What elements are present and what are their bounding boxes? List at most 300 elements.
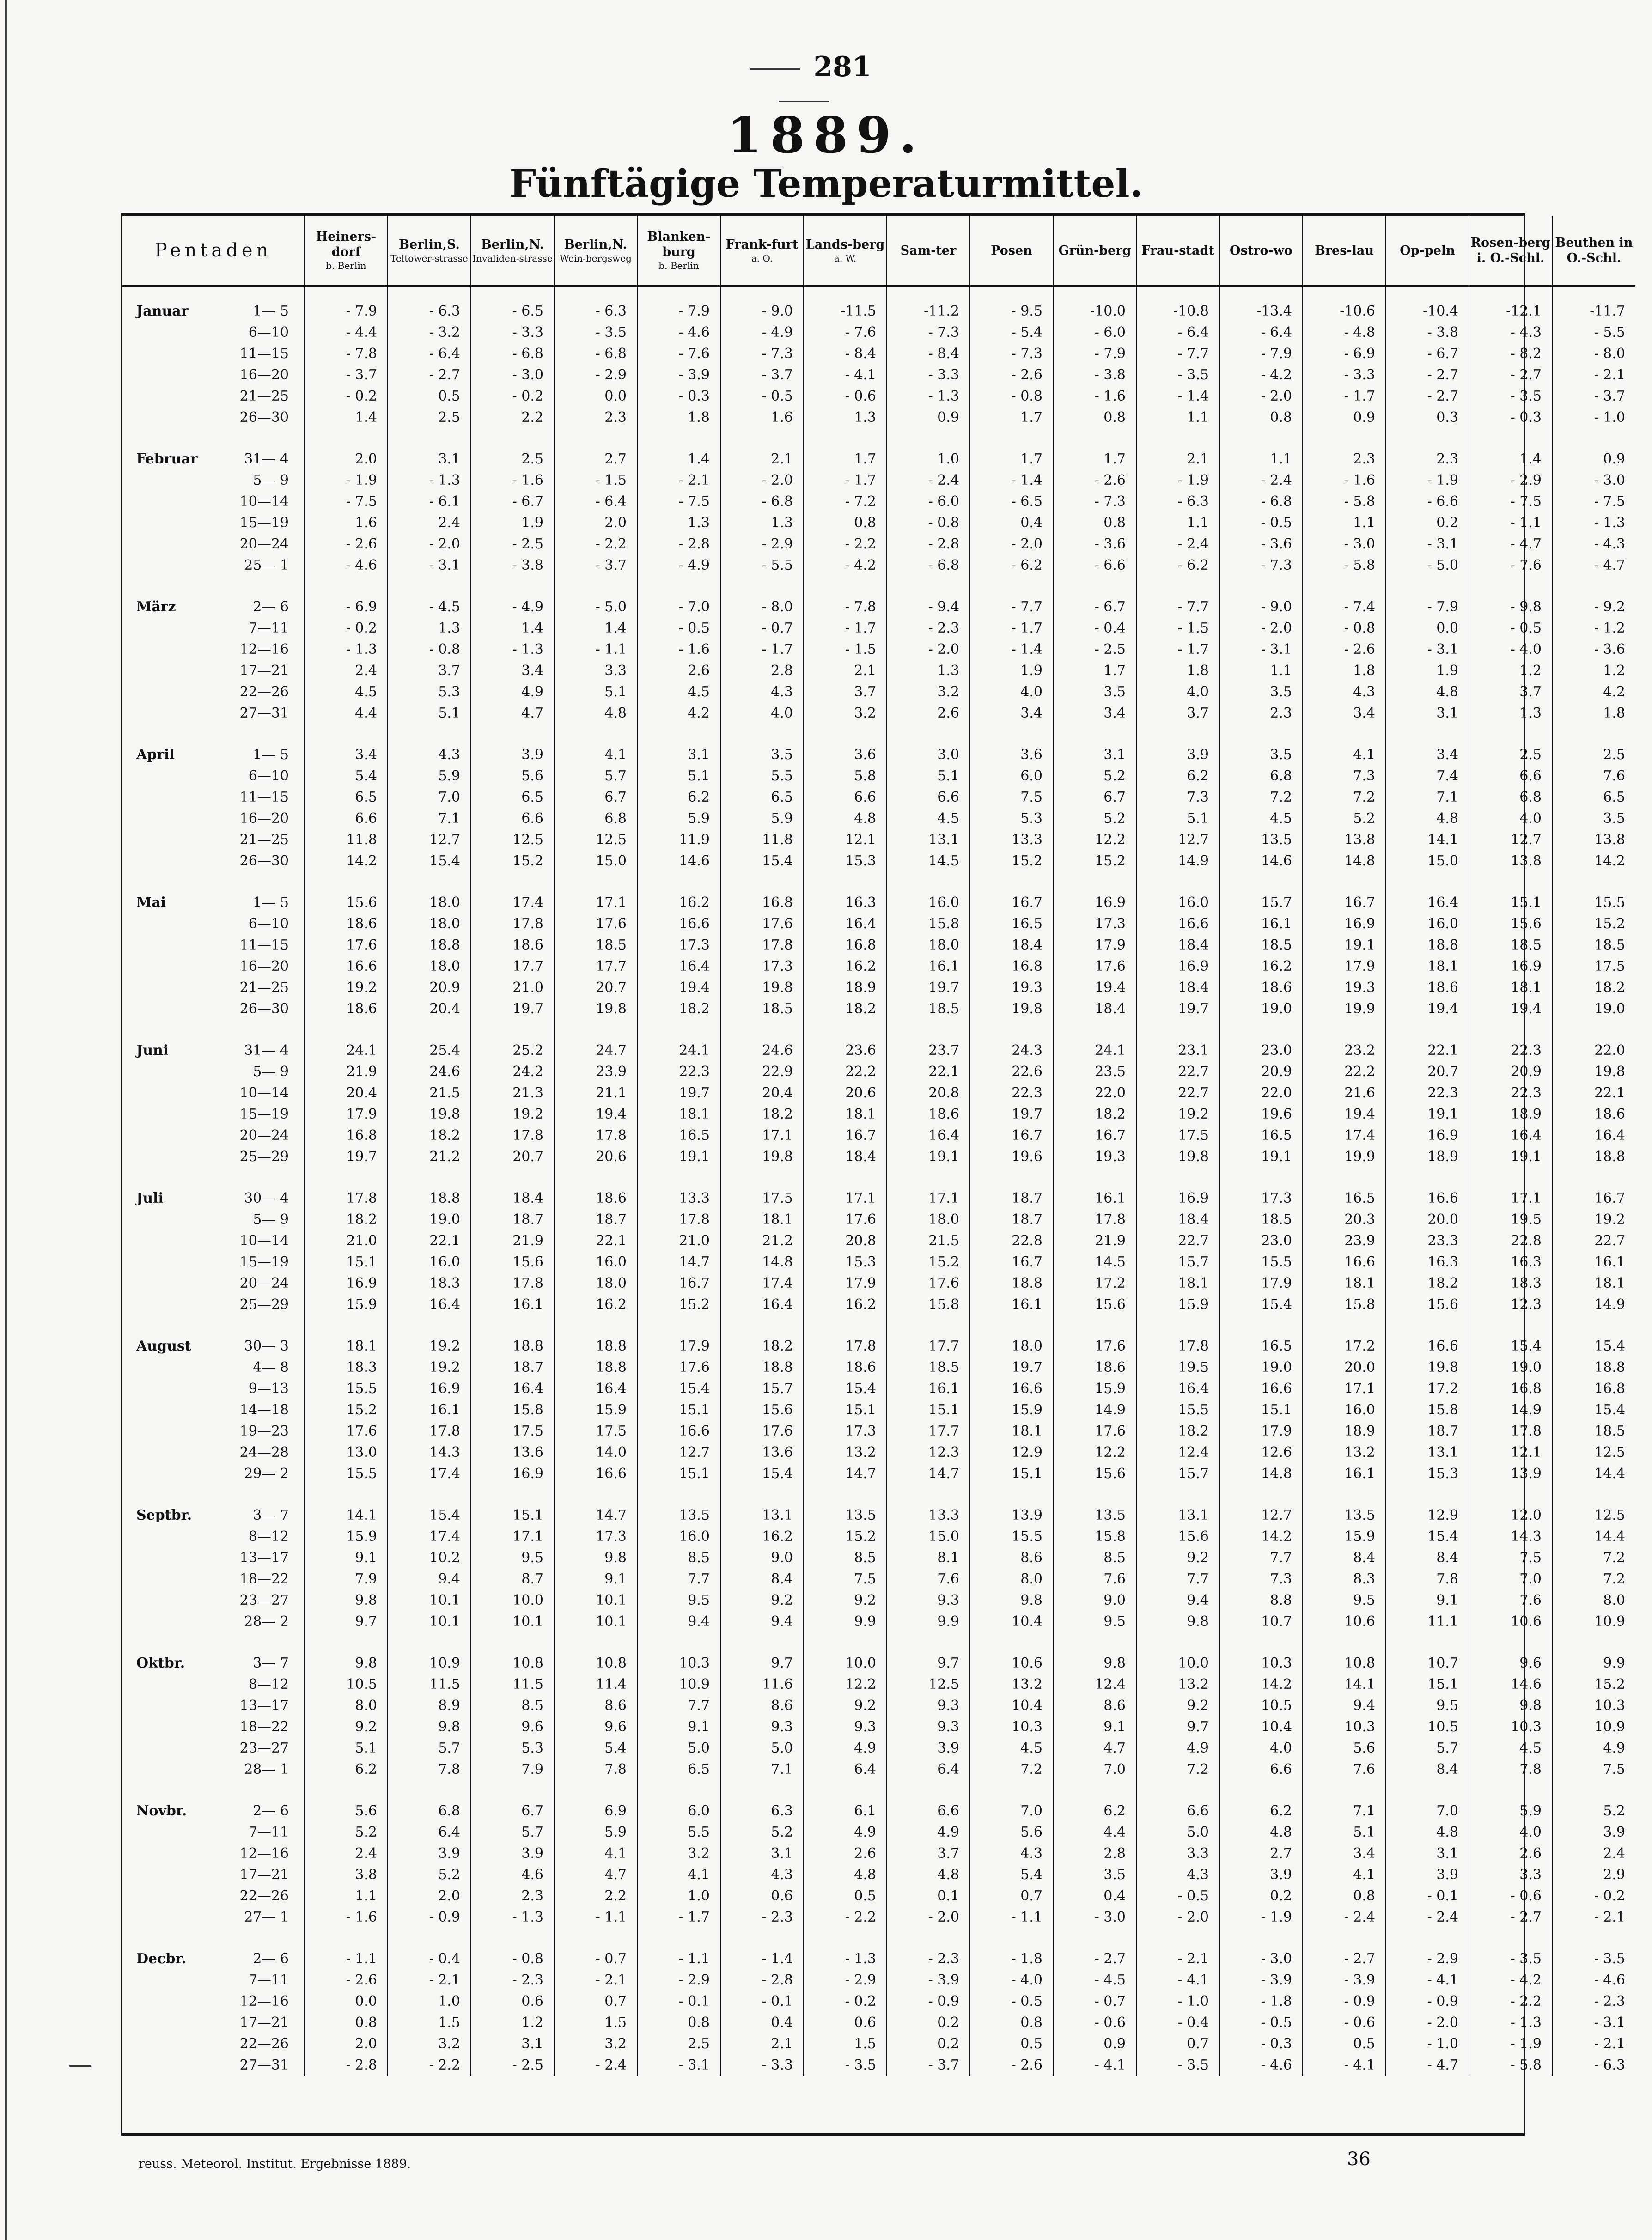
temperature-cell: 19.8 — [1136, 1146, 1219, 1168]
temperature-cell: 1.1 — [305, 1886, 388, 1907]
temperature-cell: - 7.0 — [637, 597, 720, 618]
temperature-cell: 3.9 — [1386, 1864, 1469, 1886]
temperature-cell: 15.1 — [970, 1463, 1053, 1485]
spacer-cell — [471, 724, 554, 744]
temperature-cell: - 5.8 — [1469, 2055, 1552, 2076]
temperature-cell: 9.3 — [720, 1717, 804, 1738]
temperature-cell: - 3.1 — [637, 2055, 720, 2076]
temperature-cell: 18.2 — [637, 998, 720, 1020]
temperature-cell: 17.4 — [1303, 1125, 1386, 1146]
temperature-cell: 2.8 — [1053, 1843, 1136, 1864]
temperature-cell: 18.3 — [305, 1357, 388, 1378]
temperature-cell: 23.2 — [1303, 1040, 1386, 1061]
temperature-cell: 16.1 — [1303, 1463, 1386, 1485]
temperature-cell: 20.6 — [804, 1083, 887, 1104]
temperature-cell: - 2.2 — [1469, 1991, 1552, 2012]
temperature-cell: 2.0 — [554, 512, 637, 534]
spacer-cell — [1219, 1485, 1303, 1505]
temperature-cell: 17.9 — [804, 1273, 887, 1294]
temperature-cell: 16.5 — [637, 1125, 720, 1146]
temperature-cell: - 5.5 — [1552, 322, 1635, 343]
spacer-cell — [1219, 1780, 1303, 1801]
temperature-cell: 10.2 — [388, 1547, 471, 1569]
pentade-range: 8—12 — [248, 1676, 289, 1692]
temperature-cell: 1.4 — [637, 449, 720, 470]
temperature-cell: - 4.9 — [637, 555, 720, 576]
pentade-range: 26—30 — [239, 409, 289, 426]
temperature-cell: 8.4 — [1303, 1547, 1386, 1569]
spacer-cell — [637, 872, 720, 892]
temperature-cell: - 0.1 — [1386, 1886, 1469, 1907]
temperature-cell: 20.8 — [804, 1230, 887, 1252]
temperature-cell: 6.9 — [554, 1801, 637, 1822]
temperature-cell: 4.1 — [637, 1864, 720, 1886]
temperature-cell: 18.7 — [1386, 1421, 1469, 1442]
temperature-cell: 6.5 — [720, 787, 804, 808]
temperature-cell: 18.2 — [804, 998, 887, 1020]
temperature-cell: 9.1 — [305, 1547, 388, 1569]
pentade-range: 18—22 — [239, 1719, 289, 1735]
pentade-cell — [122, 365, 305, 386]
temperature-cell: 16.9 — [1053, 892, 1136, 913]
temperature-cell: 16.7 — [970, 892, 1053, 913]
pentade-range: 25— 1 — [244, 557, 289, 573]
spacer-cell — [305, 576, 388, 597]
temperature-cell: 4.0 — [720, 703, 804, 724]
temperature-cell: 3.7 — [887, 1843, 970, 1864]
temperature-cell: 15.4 — [637, 1378, 720, 1400]
station-name: Blanken-burg — [647, 230, 711, 259]
temperature-cell: 8.0 — [1552, 1590, 1635, 1611]
temperature-cell: 17.9 — [305, 1104, 388, 1125]
temperature-cell: 15.3 — [804, 1252, 887, 1273]
temperature-cell: 12.2 — [804, 1674, 887, 1695]
temperature-cell: 8.9 — [388, 1695, 471, 1717]
temperature-cell: 10.4 — [970, 1611, 1053, 1632]
temperature-cell: - 4.3 — [1552, 534, 1635, 555]
temperature-cell: 9.7 — [1136, 1717, 1219, 1738]
temperature-cell: 13.5 — [1219, 829, 1303, 851]
spacer-cell — [388, 872, 471, 892]
temperature-cell: 8.5 — [1053, 1547, 1136, 1569]
temperature-cell: 0.5 — [388, 386, 471, 407]
temperature-cell: 18.8 — [970, 1273, 1053, 1294]
temperature-cell: - 9.2 — [1552, 597, 1635, 618]
spacer-cell — [1136, 724, 1219, 744]
temperature-cell: 12.7 — [1219, 1505, 1303, 1526]
spacer-cell — [471, 1780, 554, 1801]
temperature-cell: 24.7 — [554, 1040, 637, 1061]
temperature-cell: 4.7 — [1053, 1738, 1136, 1759]
temperature-cell: 2.3 — [1219, 703, 1303, 724]
temperature-cell: - 0.8 — [471, 1948, 554, 1970]
station-name: Grün-berg — [1058, 243, 1131, 258]
temperature-cell: 5.0 — [1136, 1822, 1219, 1843]
temperature-cell: 7.7 — [637, 1695, 720, 1717]
spacer-cell — [1469, 286, 1552, 301]
temperature-cell: 15.2 — [1552, 913, 1635, 935]
pentade-range: 22—26 — [239, 1888, 289, 1904]
temperature-cell: 14.1 — [1303, 1674, 1386, 1695]
temperature-cell: - 2.4 — [1136, 534, 1219, 555]
temperature-cell: 1.4 — [554, 618, 637, 639]
temperature-cell: 21.9 — [1053, 1230, 1136, 1252]
temperature-cell: 15.2 — [970, 851, 1053, 872]
pentade-cell — [122, 555, 305, 576]
temperature-cell: 3.2 — [637, 1843, 720, 1864]
pentade-range: 17—21 — [239, 1867, 289, 1883]
spacer-row — [122, 872, 1635, 892]
temperature-cell: 6.3 — [720, 1801, 804, 1822]
temperature-cell: 18.8 — [1386, 935, 1469, 956]
temperature-cell: 0.5 — [970, 2033, 1053, 2055]
temperature-cell: 22.3 — [1469, 1040, 1552, 1061]
temperature-cell: 23.1 — [1136, 1040, 1219, 1061]
temperature-cell: 5.1 — [1136, 808, 1219, 829]
temperature-cell: 16.4 — [554, 1378, 637, 1400]
temperature-cell: 17.9 — [1219, 1421, 1303, 1442]
temperature-cell: 13.8 — [1552, 829, 1635, 851]
temperature-cell: - 1.3 — [887, 386, 970, 407]
station-header — [720, 216, 804, 286]
temperature-cell: 1.3 — [720, 512, 804, 534]
pentade-range: 21—25 — [239, 980, 289, 996]
temperature-cell: 18.8 — [471, 1336, 554, 1357]
temperature-cell: 17.8 — [554, 1125, 637, 1146]
temperature-cell: 7.3 — [1136, 787, 1219, 808]
pentade-range: 27—31 — [239, 705, 289, 721]
pentade-range: 20—24 — [239, 536, 289, 552]
table-row — [122, 1188, 1635, 1209]
temperature-cell: 0.8 — [970, 2012, 1053, 2033]
table-row — [122, 892, 1635, 913]
temperature-cell: 16.0 — [637, 1526, 720, 1547]
temperature-cell: 2.5 — [388, 407, 471, 428]
station-header — [804, 216, 887, 286]
temperature-cell: - 0.1 — [637, 1991, 720, 2012]
temperature-cell: 3.5 — [1053, 1864, 1136, 1886]
temperature-cell: - 0.4 — [1136, 2012, 1219, 2033]
temperature-cell: 2.1 — [720, 449, 804, 470]
temperature-cell: - 6.3 — [1136, 491, 1219, 512]
temperature-cell: 8.6 — [970, 1547, 1053, 1569]
month-label: Februar — [136, 451, 198, 467]
temperature-cell: 15.2 — [1552, 1674, 1635, 1695]
temperature-cell: 19.1 — [637, 1146, 720, 1168]
table-row — [122, 1590, 1635, 1611]
temperature-cell: - 4.6 — [637, 322, 720, 343]
pentade-cell — [122, 470, 305, 491]
temperature-cell: 9.5 — [1303, 1590, 1386, 1611]
spacer-cell — [1386, 1020, 1469, 1040]
pentade-range: 25—29 — [239, 1297, 289, 1313]
temperature-cell: - 2.3 — [1552, 1991, 1635, 2012]
temperature-cell: 4.8 — [804, 808, 887, 829]
temperature-cell: 8.4 — [1386, 1547, 1469, 1569]
temperature-cell: 10.3 — [1552, 1695, 1635, 1717]
temperature-cell: - 1.8 — [1219, 1991, 1303, 2012]
temperature-cell: 4.3 — [1303, 682, 1386, 703]
temperature-cell: 17.6 — [1053, 1421, 1136, 1442]
temperature-cell: - 3.0 — [1552, 470, 1635, 491]
table-row — [122, 1252, 1635, 1273]
spacer-row — [122, 1485, 1635, 1505]
pentade-cell — [122, 1104, 305, 1125]
spacer-cell — [471, 1485, 554, 1505]
temperature-cell: 16.4 — [1552, 1125, 1635, 1146]
spacer-cell — [637, 1168, 720, 1188]
spacer-cell — [970, 286, 1053, 301]
temperature-cell: 18.1 — [1136, 1273, 1219, 1294]
temperature-cell: 17.4 — [388, 1526, 471, 1547]
temperature-cell: - 4.1 — [1303, 2055, 1386, 2076]
temperature-cell: 7.2 — [1552, 1569, 1635, 1590]
temperature-cell: 21.0 — [471, 977, 554, 998]
temperature-cell: 19.1 — [1469, 1146, 1552, 1168]
temperature-cell: 18.8 — [554, 1357, 637, 1378]
spacer-cell — [1053, 1780, 1136, 1801]
temperature-cell: - 7.3 — [970, 343, 1053, 365]
temperature-cell: 18.9 — [1469, 1104, 1552, 1125]
spacer-cell — [122, 1632, 305, 1653]
temperature-cell: 18.5 — [720, 998, 804, 1020]
table-row — [122, 1738, 1635, 1759]
temperature-cell: 4.0 — [1469, 808, 1552, 829]
spacer-cell — [554, 428, 637, 449]
temperature-cell: 0.8 — [1303, 1886, 1386, 1907]
temperature-cell: 1.8 — [1303, 660, 1386, 682]
temperature-cell: - 4.9 — [471, 597, 554, 618]
temperature-cell: - 0.9 — [1386, 1991, 1469, 2012]
temperature-cell: 22.6 — [970, 1061, 1053, 1083]
temperature-cell: - 2.7 — [1053, 1948, 1136, 1970]
temperature-cell: - 6.3 — [1552, 2055, 1635, 2076]
temperature-cell: 11.8 — [305, 829, 388, 851]
spacer-cell — [388, 724, 471, 744]
temperature-cell: 18.1 — [1386, 956, 1469, 977]
temperature-cell: 16.8 — [305, 1125, 388, 1146]
temperature-cell: 19.8 — [554, 998, 637, 1020]
temperature-cell: - 6.7 — [471, 491, 554, 512]
temperature-table — [122, 216, 1635, 2076]
temperature-cell: 3.1 — [1386, 703, 1469, 724]
temperature-cell: 16.6 — [554, 1463, 637, 1485]
temperature-cell: 21.0 — [637, 1230, 720, 1252]
temperature-cell: 22.0 — [1053, 1083, 1136, 1104]
station-subname: b. Berlin — [658, 260, 699, 271]
temperature-cell: 3.5 — [1219, 744, 1303, 766]
temperature-cell: 3.2 — [804, 703, 887, 724]
temperature-cell: 3.0 — [887, 744, 970, 766]
temperature-cell: - 2.7 — [1303, 1948, 1386, 1970]
temperature-cell: 10.9 — [1552, 1717, 1635, 1738]
temperature-cell: 22.3 — [1469, 1083, 1552, 1104]
temperature-cell: - 3.5 — [1552, 1948, 1635, 1970]
temperature-cell: 1.3 — [637, 512, 720, 534]
temperature-cell: 20.0 — [1386, 1209, 1469, 1230]
temperature-cell: 10.1 — [471, 1611, 554, 1632]
temperature-cell: 3.4 — [471, 660, 554, 682]
temperature-cell: 18.0 — [388, 913, 471, 935]
temperature-cell: 5.2 — [1552, 1801, 1635, 1822]
station-name: Berlin,S. — [399, 237, 460, 252]
temperature-cell: -11.2 — [887, 301, 970, 322]
temperature-cell: - 0.2 — [1552, 1886, 1635, 1907]
temperature-cell: 4.9 — [1136, 1738, 1219, 1759]
temperature-cell: - 2.7 — [1469, 1907, 1552, 1928]
temperature-cell: 19.7 — [970, 1357, 1053, 1378]
temperature-cell: 20.7 — [554, 977, 637, 998]
table-row — [122, 470, 1635, 491]
spacer-cell — [887, 576, 970, 597]
temperature-cell: 6.2 — [305, 1759, 388, 1780]
pentade-cell — [122, 808, 305, 829]
temperature-cell: - 6.0 — [887, 491, 970, 512]
temperature-cell: 0.8 — [1219, 407, 1303, 428]
temperature-cell: 3.7 — [1136, 703, 1219, 724]
temperature-cell: - 1.7 — [970, 618, 1053, 639]
temperature-cell: - 7.5 — [1469, 491, 1552, 512]
temperature-cell: 3.6 — [970, 744, 1053, 766]
temperature-cell: 24.3 — [970, 1040, 1053, 1061]
pentade-cell — [122, 1230, 305, 1252]
temperature-cell: - 1.1 — [637, 1948, 720, 1970]
pentade-range: 10—14 — [239, 1233, 289, 1249]
station-name: Rosen-berg i. O.-Schl. — [1470, 236, 1551, 265]
temperature-cell: - 0.2 — [305, 386, 388, 407]
table-row — [122, 1505, 1635, 1526]
temperature-cell: 9.8 — [1053, 1653, 1136, 1674]
temperature-cell: 20.4 — [305, 1083, 388, 1104]
temperature-cell: - 1.8 — [970, 1948, 1053, 1970]
temperature-cell: - 6.7 — [1053, 597, 1136, 618]
temperature-cell: 0.9 — [1552, 449, 1635, 470]
temperature-cell: - 0.5 — [1136, 1886, 1219, 1907]
pentade-cell — [122, 1336, 305, 1357]
temperature-cell: 1.0 — [388, 1991, 471, 2012]
temperature-cell: - 1.5 — [1136, 618, 1219, 639]
temperature-cell: 10.9 — [388, 1653, 471, 1674]
temperature-cell: 17.1 — [1303, 1378, 1386, 1400]
station-name: Op-peln — [1400, 243, 1455, 258]
pentade-range: 10—14 — [239, 493, 289, 510]
spacer-cell — [887, 1632, 970, 1653]
temperature-cell: 0.9 — [1303, 407, 1386, 428]
temperature-cell: 17.8 — [1136, 1336, 1219, 1357]
spacer-cell — [1136, 1020, 1219, 1040]
temperature-cell: 10.4 — [970, 1695, 1053, 1717]
pentade-range: 20—24 — [239, 1127, 289, 1144]
temperature-cell: 15.4 — [1219, 1294, 1303, 1315]
spacer-cell — [804, 428, 887, 449]
temperature-cell: 1.3 — [1469, 703, 1552, 724]
spacer-cell — [720, 1780, 804, 1801]
temperature-cell: 19.8 — [720, 1146, 804, 1168]
temperature-cell: - 2.1 — [1136, 1948, 1219, 1970]
temperature-cell: - 5.4 — [970, 322, 1053, 343]
spacer-cell — [804, 1485, 887, 1505]
table-row — [122, 1040, 1635, 1061]
temperature-cell: 18.6 — [887, 1104, 970, 1125]
footer-source: reuss. Meteorol. Institut. Ergebnisse 1889. — [139, 2157, 411, 2171]
pentade-cell — [122, 343, 305, 365]
spacer-cell — [1552, 1485, 1635, 1505]
temperature-cell: - 7.6 — [637, 343, 720, 365]
temperature-cell: 16.2 — [804, 956, 887, 977]
temperature-cell: 15.2 — [305, 1400, 388, 1421]
temperature-cell: 13.8 — [1469, 851, 1552, 872]
temperature-cell: - 3.1 — [1219, 639, 1303, 660]
temperature-cell: 17.6 — [637, 1357, 720, 1378]
temperature-cell: 21.6 — [1303, 1083, 1386, 1104]
temperature-cell: 22.3 — [970, 1083, 1053, 1104]
temperature-cell: 4.5 — [637, 682, 720, 703]
temperature-cell: 15.4 — [388, 851, 471, 872]
temperature-cell: 9.8 — [305, 1590, 388, 1611]
temperature-cell: 10.3 — [1219, 1653, 1303, 1674]
spacer-cell — [471, 1020, 554, 1040]
temperature-cell: - 1.9 — [1136, 470, 1219, 491]
temperature-cell: 9.0 — [720, 1547, 804, 1569]
spacer-cell — [305, 1315, 388, 1336]
temperature-cell: 2.1 — [1136, 449, 1219, 470]
temperature-cell: 7.2 — [1219, 787, 1303, 808]
temperature-cell: 16.6 — [970, 1378, 1053, 1400]
temperature-cell: - 0.7 — [554, 1948, 637, 1970]
temperature-cell: 0.2 — [1386, 512, 1469, 534]
temperature-cell: 17.8 — [471, 1273, 554, 1294]
temperature-cell: 18.4 — [471, 1188, 554, 1209]
spacer-cell — [122, 1020, 305, 1040]
temperature-cell: 3.9 — [1136, 744, 1219, 766]
spacer-cell — [388, 1485, 471, 1505]
pentade-cell — [122, 913, 305, 935]
temperature-cell: 16.9 — [388, 1378, 471, 1400]
temperature-cell: - 4.5 — [388, 597, 471, 618]
pentade-range: 15—19 — [239, 515, 289, 531]
spacer-cell — [122, 576, 305, 597]
temperature-cell: 16.2 — [1219, 956, 1303, 977]
temperature-cell: 17.3 — [637, 935, 720, 956]
temperature-cell: 19.4 — [1469, 998, 1552, 1020]
temperature-cell: 4.4 — [1053, 1822, 1136, 1843]
temperature-cell: 12.5 — [1552, 1505, 1635, 1526]
temperature-cell: - 1.9 — [1219, 1907, 1303, 1928]
temperature-cell: 1.7 — [970, 407, 1053, 428]
temperature-cell: 4.8 — [1386, 1822, 1469, 1843]
temperature-cell: 7.9 — [471, 1759, 554, 1780]
temperature-cell: 7.0 — [388, 787, 471, 808]
temperature-cell: 5.9 — [1469, 1801, 1552, 1822]
temperature-cell: 18.5 — [1469, 935, 1552, 956]
temperature-cell: 3.4 — [1303, 703, 1386, 724]
temperature-cell: 19.2 — [471, 1104, 554, 1125]
temperature-cell: - 7.8 — [305, 343, 388, 365]
temperature-cell: 16.4 — [720, 1294, 804, 1315]
temperature-cell: 10.0 — [1136, 1653, 1219, 1674]
spacer-cell — [305, 1780, 388, 1801]
temperature-cell: - 2.2 — [388, 2055, 471, 2076]
temperature-cell: 21.1 — [554, 1083, 637, 1104]
temperature-cell: - 9.0 — [1219, 597, 1303, 618]
temperature-cell: 7.1 — [1303, 1801, 1386, 1822]
temperature-cell: 1.7 — [1053, 660, 1136, 682]
temperature-cell: - 2.6 — [1053, 470, 1136, 491]
temperature-cell: 5.3 — [388, 682, 471, 703]
table-row — [122, 1336, 1635, 1357]
temperature-cell: 18.9 — [1386, 1146, 1469, 1168]
temperature-cell: 8.0 — [970, 1569, 1053, 1590]
